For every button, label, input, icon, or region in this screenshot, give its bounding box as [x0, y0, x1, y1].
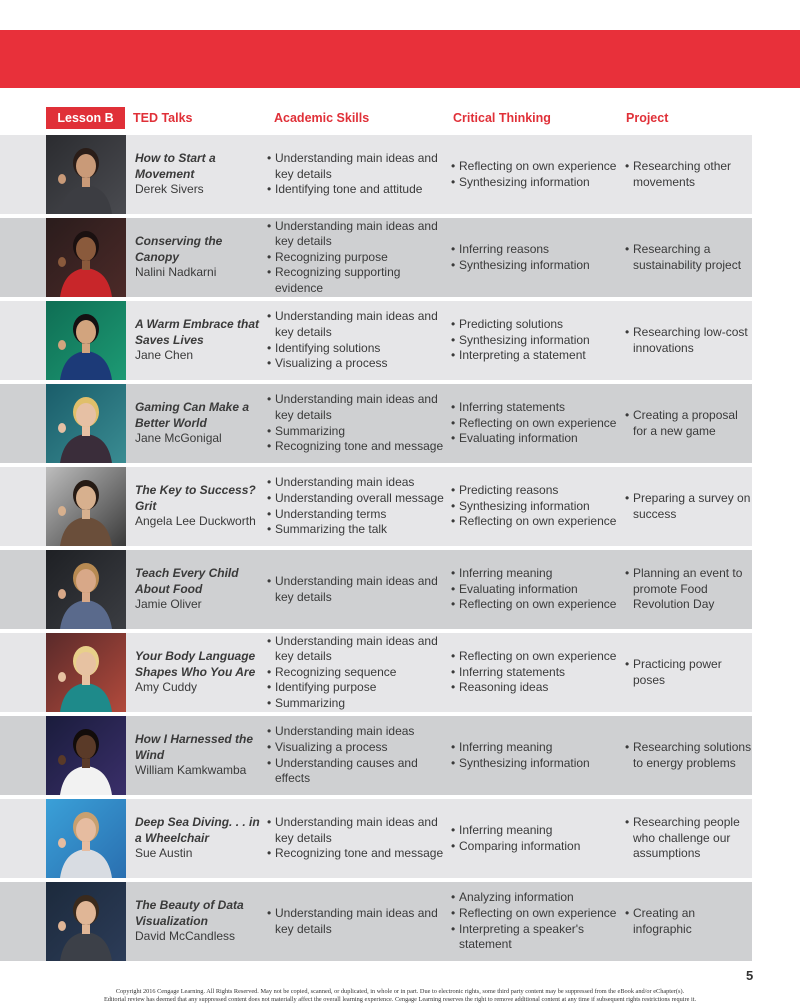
project-cell [625, 799, 753, 878]
academic-skills-list [267, 634, 445, 712]
project-list [625, 491, 753, 522]
project-item: • Researching other movements [625, 159, 753, 190]
critical-thinking-item: • Reasoning ideas [451, 680, 623, 696]
speaker-photo [46, 716, 126, 795]
project-cell [625, 218, 753, 297]
column-header-academic-skills: Academic Skills [274, 111, 370, 125]
lesson-table [0, 135, 752, 965]
academic-skills-item: • Understanding main ideas and key details [267, 392, 445, 423]
project-list [625, 242, 753, 273]
copyright-line: Copyright 2016 Cengage Learning. All Rights Reserved. May not be copied, scanned, or duplicated, in whole or in part. Due to electronic rights, some third party content may be suppressed from the eBook and/or eChapter(s). [115, 988, 685, 995]
project-list [625, 740, 753, 771]
column-header-critical-thinking: Critical Thinking [453, 111, 551, 125]
academic-skills-item: • Understanding overall message [267, 491, 445, 507]
speaker-photo-image [46, 384, 126, 463]
academic-skills-cell [267, 550, 445, 629]
speaker-photo-image [46, 135, 126, 214]
critical-thinking-item: • Inferring meaning [451, 566, 623, 582]
academic-skills-item: • Understanding main ideas [267, 724, 445, 740]
talk-title: The Key to Success? Grit [135, 483, 256, 513]
talk-speaker: Jane McGonigal [135, 431, 222, 446]
critical-thinking-cell [451, 882, 623, 961]
speaker-photo-image [46, 799, 126, 878]
speaker-photo [46, 301, 126, 380]
academic-skills-item: • Identifying purpose [267, 680, 445, 696]
academic-skills-item: • Recognizing supporting evidence [267, 265, 445, 296]
talk-title: Gaming Can Make a Better World [135, 400, 250, 430]
project-list [625, 815, 753, 862]
speaker-photo-image [46, 218, 126, 297]
critical-thinking-cell [451, 716, 623, 795]
academic-skills-cell [267, 301, 445, 380]
table-row [0, 882, 752, 961]
academic-skills-item: • Understanding main ideas and key details [267, 574, 445, 605]
project-list [625, 159, 753, 190]
talk-cell [135, 467, 265, 546]
critical-thinking-item: • Reflecting on own experience [451, 514, 623, 530]
talk-speaker: Sue Austin [135, 846, 193, 861]
table-row [0, 301, 752, 380]
speaker-photo [46, 882, 126, 961]
critical-thinking-item: • Inferring meaning [451, 740, 623, 756]
talk-cell [135, 716, 265, 795]
academic-skills-list [267, 815, 445, 862]
academic-skills-cell [267, 882, 445, 961]
critical-thinking-item: • Synthesizing information [451, 333, 623, 349]
project-item: • Researching people who challenge our assumptions [625, 815, 753, 862]
critical-thinking-cell [451, 384, 623, 463]
academic-skills-item: • Understanding main ideas and key details [267, 906, 445, 937]
column-header-project: Project [626, 111, 669, 125]
project-cell [625, 716, 753, 795]
table-row [0, 633, 752, 712]
critical-thinking-item: • Inferring reasons [451, 242, 623, 258]
speaker-photo-image [46, 716, 126, 795]
critical-thinking-cell [451, 799, 623, 878]
table-row [0, 467, 752, 546]
speaker-photo [46, 135, 126, 214]
talk-speaker: William Kamkwamba [135, 763, 247, 778]
project-cell [625, 384, 753, 463]
table-row [0, 716, 752, 795]
project-list [625, 325, 753, 356]
speaker-photo [46, 218, 126, 297]
critical-thinking-item: • Inferring statements [451, 665, 623, 681]
project-item: • Creating a proposal for a new game [625, 408, 753, 439]
academic-skills-item: • Visualizing a process [267, 740, 445, 756]
critical-thinking-item: • Inferring statements [451, 400, 623, 416]
academic-skills-list [267, 151, 445, 198]
talk-cell [135, 384, 265, 463]
speaker-photo-image [46, 882, 126, 961]
project-item: • Creating an infographic [625, 906, 753, 937]
academic-skills-cell [267, 633, 445, 712]
speaker-photo-image [46, 467, 126, 546]
critical-thinking-item: • Evaluating information [451, 582, 623, 598]
project-item: • Researching low-cost innovations [625, 325, 753, 356]
page-number: 5 [746, 968, 754, 983]
talk-title: Deep Sea Diving. . . in a Wheelchair [135, 815, 260, 845]
academic-skills-cell [267, 384, 445, 463]
speaker-photo [46, 550, 126, 629]
academic-skills-item: • Identifying tone and attitude [267, 182, 445, 198]
academic-skills-list [267, 906, 445, 937]
project-cell [625, 882, 753, 961]
speaker-photo [46, 633, 126, 712]
academic-skills-item: • Summarizing the talk [267, 522, 445, 538]
project-cell [625, 301, 753, 380]
project-item: • Preparing a survey on success [625, 491, 753, 522]
talk-speaker: David McCandless [135, 929, 236, 944]
academic-skills-item: • Summarizing [267, 424, 445, 440]
talk-cell [135, 135, 265, 214]
critical-thinking-item: • Comparing information [451, 839, 623, 855]
academic-skills-list [267, 475, 445, 537]
academic-skills-cell [267, 716, 445, 795]
lesson-badge: Lesson B [46, 107, 125, 129]
critical-thinking-item: • Reflecting on own experience [451, 649, 623, 665]
project-cell [625, 633, 753, 712]
talk-cell [135, 799, 265, 878]
project-list [625, 408, 753, 439]
talk-speaker: Amy Cuddy [135, 680, 198, 695]
critical-thinking-list [451, 159, 623, 190]
academic-skills-item: • Recognizing tone and message [267, 846, 445, 862]
critical-thinking-item: • Evaluating information [451, 431, 623, 447]
talk-title: Conserving the Canopy [135, 234, 223, 264]
project-cell [625, 467, 753, 546]
academic-skills-item: • Visualizing a process [267, 356, 445, 372]
talk-cell [135, 633, 265, 712]
talk-speaker: Derek Sivers [135, 182, 204, 197]
copyright-notice [60, 988, 740, 1004]
critical-thinking-cell [451, 550, 623, 629]
academic-skills-item: • Understanding causes and effects [267, 756, 445, 787]
critical-thinking-list [451, 740, 623, 771]
academic-skills-item: • Understanding main ideas and key details [267, 815, 445, 846]
talk-speaker: Nalini Nadkarni [135, 265, 217, 280]
critical-thinking-item: • Synthesizing information [451, 258, 623, 274]
talk-title: The Beauty of Data Visualization [135, 898, 244, 928]
academic-skills-item: • Recognizing tone and message [267, 439, 445, 455]
academic-skills-cell [267, 218, 445, 297]
academic-skills-list [267, 309, 445, 371]
critical-thinking-cell [451, 135, 623, 214]
talk-cell [135, 301, 265, 380]
project-list [625, 906, 753, 937]
critical-thinking-cell [451, 467, 623, 546]
talk-title: Your Body Language Shapes Who You Are [135, 649, 256, 679]
academic-skills-list [267, 724, 445, 786]
academic-skills-item: • Understanding terms [267, 507, 445, 523]
academic-skills-list [267, 219, 445, 297]
project-item: • Practicing power poses [625, 657, 753, 688]
academic-skills-list [267, 392, 445, 454]
speaker-photo-image [46, 550, 126, 629]
talk-cell [135, 882, 265, 961]
project-list [625, 657, 753, 688]
column-header-ted-talks: TED Talks [133, 111, 193, 125]
critical-thinking-item: • Interpreting a speaker's statement [451, 922, 623, 953]
critical-thinking-list [451, 317, 623, 364]
academic-skills-item: • Understanding main ideas and key details [267, 634, 445, 665]
critical-thinking-list [451, 483, 623, 530]
talk-title: How I Harnessed the Wind [135, 732, 254, 762]
critical-thinking-item: • Synthesizing information [451, 499, 623, 515]
academic-skills-cell [267, 467, 445, 546]
critical-thinking-cell [451, 218, 623, 297]
critical-thinking-item: • Inferring meaning [451, 823, 623, 839]
critical-thinking-list [451, 566, 623, 613]
project-item: • Researching solutions to energy problems [625, 740, 753, 771]
speaker-photo-image [46, 633, 126, 712]
project-item: • Researching a sustainability project [625, 242, 753, 273]
critical-thinking-list [451, 890, 623, 952]
critical-thinking-item: • Synthesizing information [451, 175, 623, 191]
table-row [0, 384, 752, 463]
table-row [0, 550, 752, 629]
table-row [0, 218, 752, 297]
copyright-line: Editorial review has deemed that any suppressed content does not materially affect the overall learning experience. Cengage Learning reserves the right to remove additional content at any time if subsequent rights restrictions require it. [103, 996, 697, 1003]
critical-thinking-item: • Reflecting on own experience [451, 906, 623, 922]
critical-thinking-cell [451, 301, 623, 380]
academic-skills-cell [267, 135, 445, 214]
academic-skills-item: • Understanding main ideas [267, 475, 445, 491]
talk-speaker: Jane Chen [135, 348, 194, 363]
critical-thinking-item: • Predicting solutions [451, 317, 623, 333]
critical-thinking-cell [451, 633, 623, 712]
talk-cell [135, 550, 265, 629]
talk-title: How to Start a Movement [135, 151, 216, 181]
academic-skills-item: • Recognizing purpose [267, 250, 445, 266]
talk-speaker: Jamie Oliver [135, 597, 202, 612]
project-cell [625, 135, 753, 214]
critical-thinking-list [451, 823, 623, 854]
speaker-photo-image [46, 301, 126, 380]
academic-skills-list [267, 574, 445, 605]
talk-speaker: Angela Lee Duckworth [135, 514, 256, 529]
critical-thinking-list [451, 649, 623, 696]
project-item: • Planning an event to promote Food Revolution Day [625, 566, 753, 613]
talk-title: A Warm Embrace that Saves Lives [135, 317, 260, 347]
academic-skills-item: • Understanding main ideas and key details [267, 151, 445, 182]
critical-thinking-item: • Synthesizing information [451, 756, 623, 772]
speaker-photo [46, 384, 126, 463]
table-row [0, 799, 752, 878]
critical-thinking-item: • Reflecting on own experience [451, 159, 623, 175]
project-list [625, 566, 753, 613]
speaker-photo [46, 799, 126, 878]
speaker-photo [46, 467, 126, 546]
academic-skills-item: • Identifying solutions [267, 341, 445, 357]
critical-thinking-item: • Analyzing information [451, 890, 623, 906]
academic-skills-item: • Understanding main ideas and key details [267, 309, 445, 340]
project-cell [625, 550, 753, 629]
header-red-band [0, 30, 800, 88]
academic-skills-item: • Understanding main ideas and key details [267, 219, 445, 250]
talk-title: Teach Every Child About Food [135, 566, 239, 596]
academic-skills-item: • Recognizing sequence [267, 665, 445, 681]
critical-thinking-list [451, 242, 623, 273]
academic-skills-cell [267, 799, 445, 878]
critical-thinking-item: • Reflecting on own experience [451, 416, 623, 432]
critical-thinking-list [451, 400, 623, 447]
critical-thinking-item: • Predicting reasons [451, 483, 623, 499]
academic-skills-item: • Summarizing [267, 696, 445, 712]
talk-cell [135, 218, 265, 297]
critical-thinking-item: • Reflecting on own experience [451, 597, 623, 613]
table-row [0, 135, 752, 214]
critical-thinking-item: • Interpreting a statement [451, 348, 623, 364]
